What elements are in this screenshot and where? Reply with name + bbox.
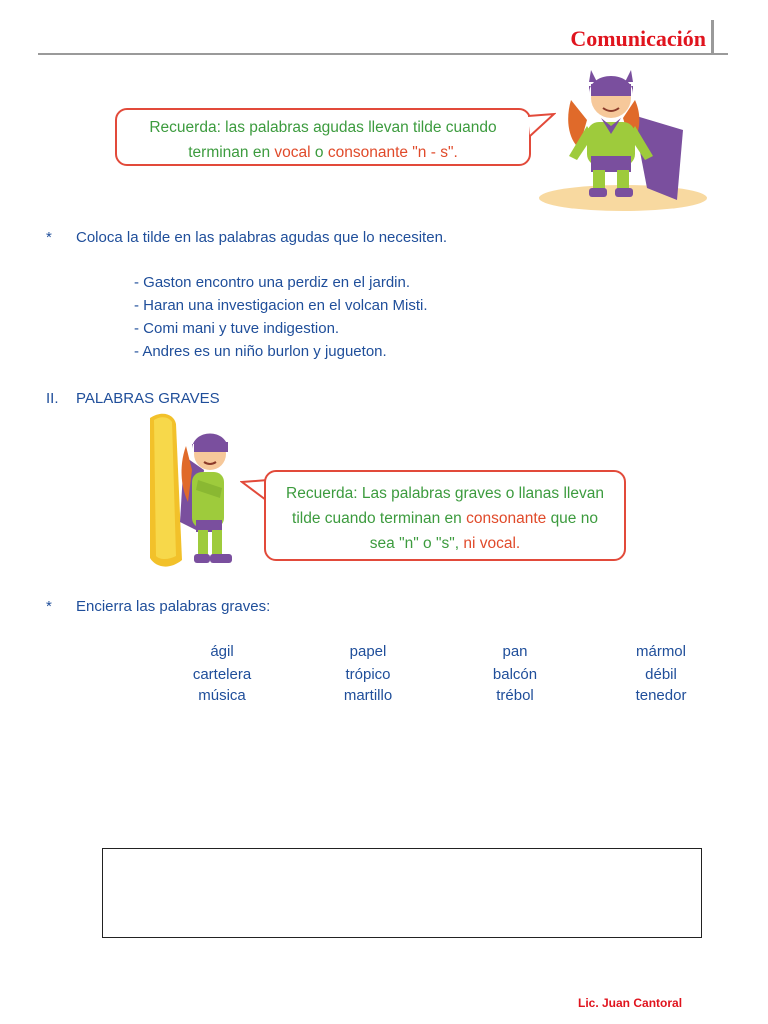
word-item: música [198, 687, 246, 704]
word-item: ágil [210, 643, 234, 660]
exercise2-instruction: Encierra las palabras graves: [76, 598, 271, 615]
word-item: balcón [492, 666, 538, 683]
word-item: tenedor [635, 687, 687, 704]
word-item: papel [349, 643, 387, 660]
word-item: trópico [345, 666, 391, 683]
callout-agudas-line2: terminan en vocal o consonante "n - s". [188, 144, 458, 161]
author-signature: Lic. Juan Cantoral [578, 996, 683, 1010]
word-item: martillo [343, 687, 393, 704]
highlight-consonante: consonante [466, 510, 547, 527]
word-item: mármol [635, 643, 686, 660]
answer-box[interactable] [102, 848, 702, 938]
sentence-item: - Andres es un niño burlon y jugueton. [134, 343, 387, 360]
sentence-item: - Gaston encontro una perdiz en el jardin. [134, 274, 410, 291]
header-divider-vertical [711, 20, 714, 54]
superhero-girl-illustration [535, 60, 707, 212]
callout-agudas [115, 108, 531, 166]
callout-graves-line1: Recuerda: Las palabras graves o llanas llevan [286, 485, 604, 502]
callout-agudas-line1: Recuerda: las palabras agudas llevan tilde cuando [149, 119, 497, 136]
highlight-ni-vocal: ni vocal. [463, 535, 521, 552]
highlight-consonante: consonante "n - s". [327, 144, 458, 161]
callout-graves-line3: sea "n" o "s", ni vocal. [369, 535, 521, 552]
exercise1-instruction: Coloca la tilde en las palabras agudas que lo necesiten. [76, 229, 448, 246]
section-number: II. [46, 390, 59, 407]
highlight-vocal: vocal [274, 144, 311, 161]
page-title: Comunicación [570, 26, 706, 51]
sentence-item: - Comi mani y tuve indigestion. [134, 320, 340, 337]
callout-graves-line2: tilde cuando terminan en consonante que no [292, 510, 598, 527]
callout-graves [264, 470, 626, 561]
word-item: cartelera [192, 666, 252, 683]
header-rule [38, 53, 728, 55]
bullet-exercise2: * [46, 598, 52, 615]
bullet-exercise1: * [46, 229, 52, 246]
sentence-item: - Haran una investigacion en el volcan Misti. [134, 297, 428, 314]
section-heading: PALABRAS GRAVES [76, 390, 220, 407]
word-item: trébol [496, 687, 534, 704]
word-item: débil [645, 666, 677, 683]
superhero-leaning-illustration [140, 410, 250, 576]
word-item: pan [502, 643, 528, 660]
